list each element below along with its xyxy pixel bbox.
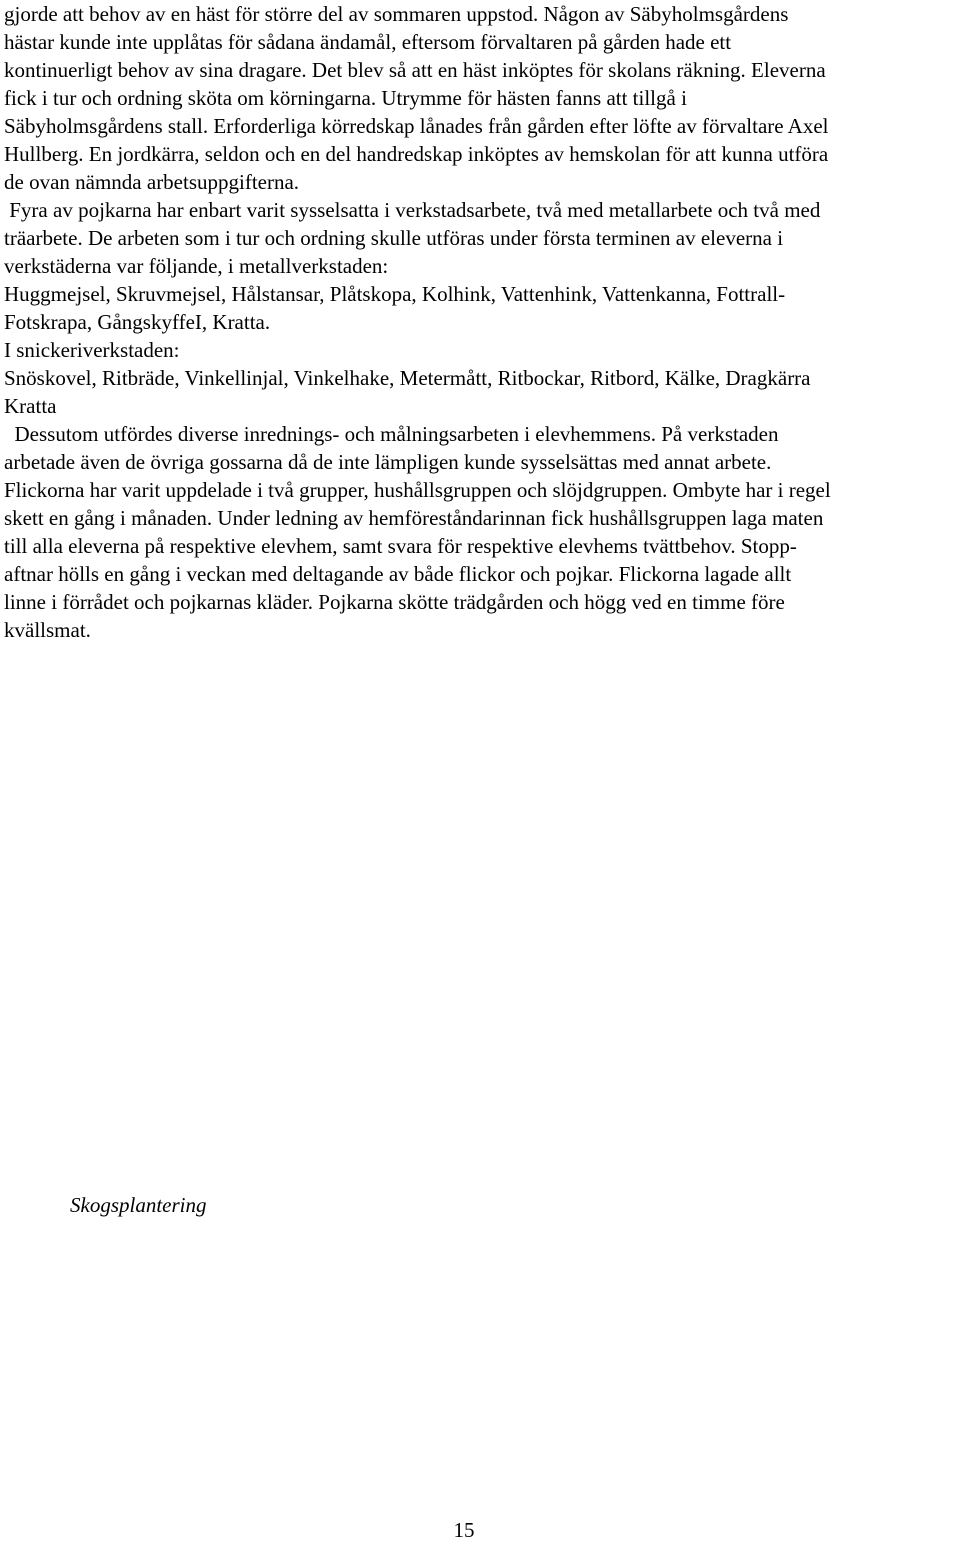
body-text [4,0,954,644]
text-line: Hullberg. En jordkärra, seldon och en del handredskap inköptes av hemskolan för att kunna utföra [4,142,829,166]
text-line: Fyra av pojkarna har enbart varit sysselsatta i verkstadsarbete, två med metallarbete och två med [4,198,821,222]
text-line: Huggmejsel, Skruvmejsel, Hålstansar, Plåtskopa, Kolhink, Vattenhink, Vattenkanna, Fottrall- [4,282,786,306]
text-line: linne i förrådet och pojkarnas kläder. Pojkarna skötte trädgården och högg ved en timme före [4,590,785,614]
text-line: fick i tur och ordning sköta om körningarna. Utrymme för hästen fanns att tillgå i [4,86,687,110]
section-heading: Skogsplantering [70,1193,207,1217]
text-line: träarbete. De arbeten som i tur och ordning skulle utföras under första terminen av eleverna i [4,226,784,250]
text-line: hästar kunde inte upplåtas för sådana ändamål, eftersom förvaltaren på gården hade ett [4,30,732,54]
text-line: kontinuerligt behov av sina dragare. Det blev så att en häst inköptes för skolans räkning. Eleverna [4,58,826,82]
text-line: kvällsmat. [4,618,91,642]
text-line: arbetade även de övriga gossarna då de inte lämpligen kunde sysselsättas med annat arbete. [4,450,772,474]
text-line: verkstäderna var följande, i metallverkstaden: [4,254,389,278]
text-line: Snöskovel, Ritbräde, Vinkellinjal, Vinkelhake, Metermått, Ritbockar, Ritbord, Kälke, Dragkärra [4,366,811,390]
text-line: Dessutom utfördes diverse inrednings- och målningsarbeten i elevhemmens. På verkstaden [4,422,779,446]
page-number [0,1518,960,1543]
text-line: Fotskrapa, GångskyffeI, Kratta. [4,310,271,334]
text-line: Kratta [4,394,57,418]
text-line: aftnar hölls en gång i veckan med deltagande av både flickor och pojkar. Flickorna lagade allt [4,562,792,586]
page-number-text: 15 [453,1518,475,1542]
text-line: Säbyholmsgårdens stall. Erforderliga körredskap lånades från gården efter löfte av förvaltare Axel [4,114,829,138]
text-line: till alla eleverna på respektive elevhem, samt svara för respektive elevhems tvättbehov. Stopp- [4,534,797,558]
text-line: I snickeriverkstaden: [4,338,180,362]
text-line: gjorde att behov av en häst för större del av sommaren uppstod. Någon av Säbyholmsgårdens [4,2,789,26]
text-line: Flickorna har varit uppdelade i två grupper, hushållsgruppen och slöjdgruppen. Ombyte har i regel [4,478,831,502]
text-line: de ovan nämnda arbetsuppgifterna. [4,170,300,194]
text-line: skett en gång i månaden. Under ledning av hemföreståndarinnan fick hushållsgruppen laga maten [4,506,824,530]
